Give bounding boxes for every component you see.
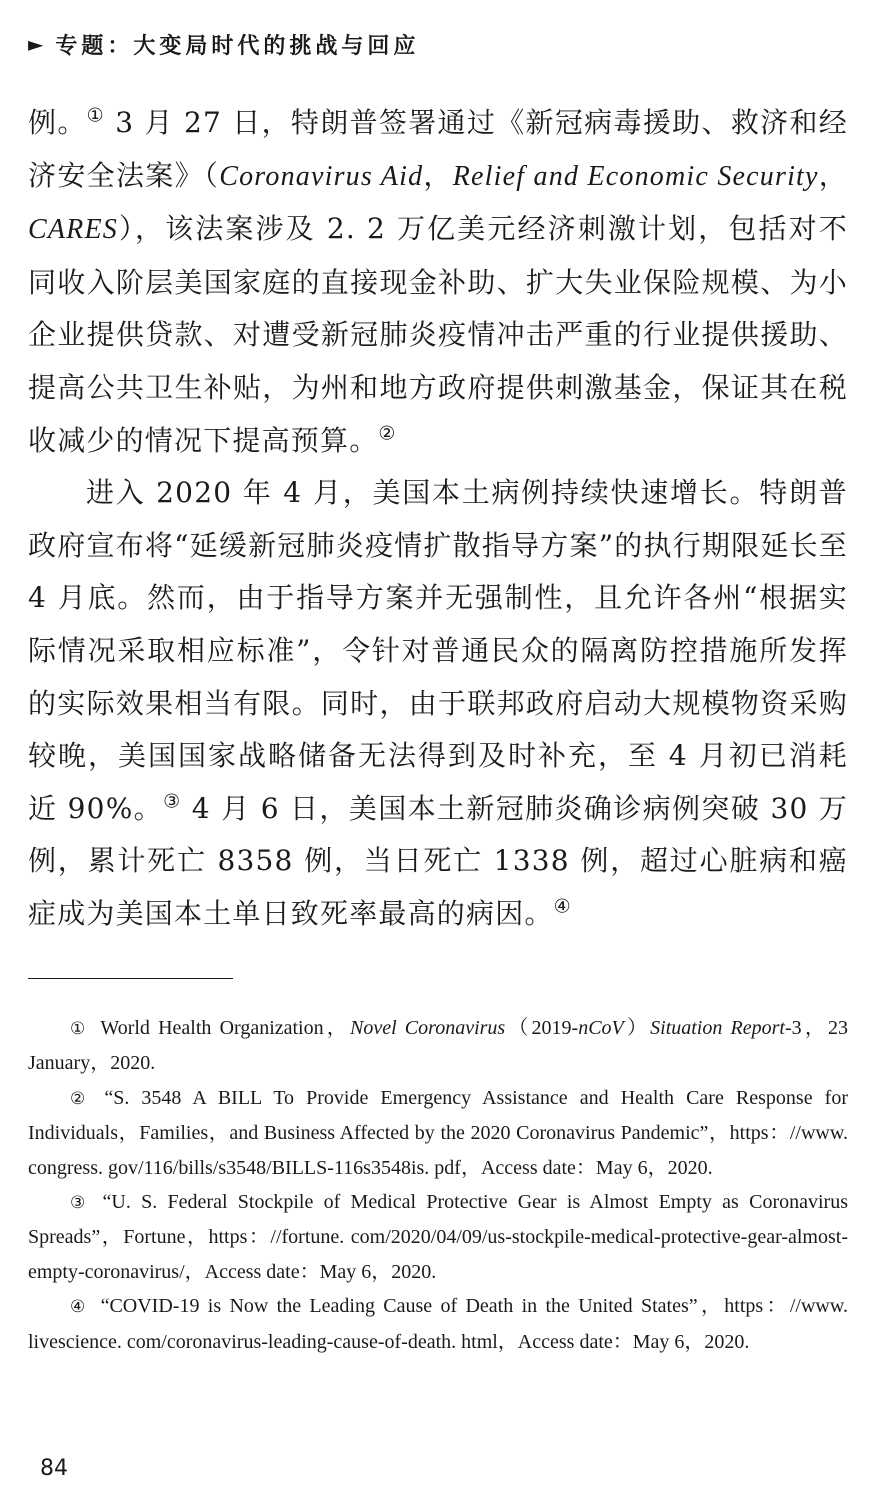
footnote-1-text-g: -3，23 January，2020. [28,1017,848,1075]
footnote-1-text-e: ） [623,1017,651,1039]
page-number: 84 [40,1456,68,1481]
footnote-1-number: ① [70,1019,89,1039]
footnote-divider [28,978,233,979]
footnote-1-text-f: Situation Report [650,1017,785,1039]
footnote-3-text: “U. S. Federal Stockpile of Medical Protective Gear is Almost Empty as Coronavirus Spreads”，Fortune，https：//fortune. com/2020/04/09/us-stockpile-medical-protective-gear-almost-empty-coronavirus/，Access date：May 6，2020. [28,1191,848,1283]
footnote-2-number: ② [70,1088,93,1109]
paragraph-2 [28,467,848,940]
p1-english-1: Coronavirus Aid [219,160,424,192]
footnote-1-text-b: Novel Coronavirus [349,1017,506,1039]
footnote-3 [28,1185,848,1289]
footnote-1-text-c: （2019- [505,1017,579,1039]
p1-text-4: ， [818,158,848,192]
running-header [28,28,419,60]
footnote-4 [28,1289,848,1359]
paragraph-1 [28,97,848,467]
footnote-4-number: ④ [70,1297,89,1318]
footnote-ref-1: ① [86,104,106,127]
footnote-2 [28,1081,848,1185]
footnote-3-number: ③ [70,1193,91,1214]
footnotes [28,1011,848,1359]
p1-text-1: 例。 [28,106,87,139]
p2-text-2: 4 月 6 日，美国本土新冠肺炎确诊病例突破 30 万例，累计死亡 8358 例，当日死亡 1338 例，超过心脏病和癌症成为美国本土单日致死率最高的病因。 [28,791,848,930]
footnote-ref-4: ④ [553,895,572,918]
footnote-1-text-a: World Health Organization， [100,1017,350,1039]
header-title: 专题：大变局时代的挑战与回应 [55,33,420,59]
p1-text-2: 3 月 27 日，特朗普签署通过《新冠病毒援助、救济和经济安全法案》（ [28,106,848,192]
p1-english-3: CARES [28,214,118,246]
triangle-marker-icon: ► [28,32,44,56]
footnote-4-text: “COVID-19 is Now the Leading Cause of Death in the United States”，https：//www. livescience. com/coronavirus-leading-cause-of-death. html，Access date：May 6，2020. [28,1295,848,1353]
footnote-1 [28,1011,848,1081]
footnote-ref-2: ② [378,422,397,445]
footnote-ref-3: ③ [163,790,182,813]
p1-text-5: ），该法案涉及 2. 2 万亿美元经济刺激计划，包括对不同收入阶层美国家庭的直接现金补助、扩大失业保险规模、为小企业提供贷款、对遭受新冠肺炎疫情冲击严重的行业提供援助、提高公共卫生补贴，为州和地方政府提供刺激基金，保证其在税收减少的情况下提高预算。 [28,212,848,457]
footnote-2-text: “S. 3548 A BILL To Provide Emergency Assistance and Health Care Response for Individuals，Families，and Business Affected by the 2020 Coronavirus Pandemic”，https：//www. congress. gov/116/bills/s3548/BILLS-116s3548is. pdf，Access date：May 6，2020. [28,1086,848,1179]
p1-english-2: Relief and Economic Security [452,160,819,192]
p2-text-1: 进入 2020 年 4 月，美国本土病例持续快速增长。特朗普政府宣布将“延缓新冠肺炎疫情扩散指导方案”的执行期限延长至 4 月底。然而，由于指导方案并无强制性，且允许各州“根据实际情况采取相应标准”，令针对普通民众的隔离防控措施所发挥的实际效果相当有限。同时，由于联邦政府启动大规模物资采购较晚，美国国家战略储备无法得到及时补充，至 4 月初已消耗近 90%。 [28,476,848,825]
p1-text-3: ， [423,158,453,192]
footnote-1-text-d: nCoV [578,1017,624,1039]
main-text [28,97,848,941]
